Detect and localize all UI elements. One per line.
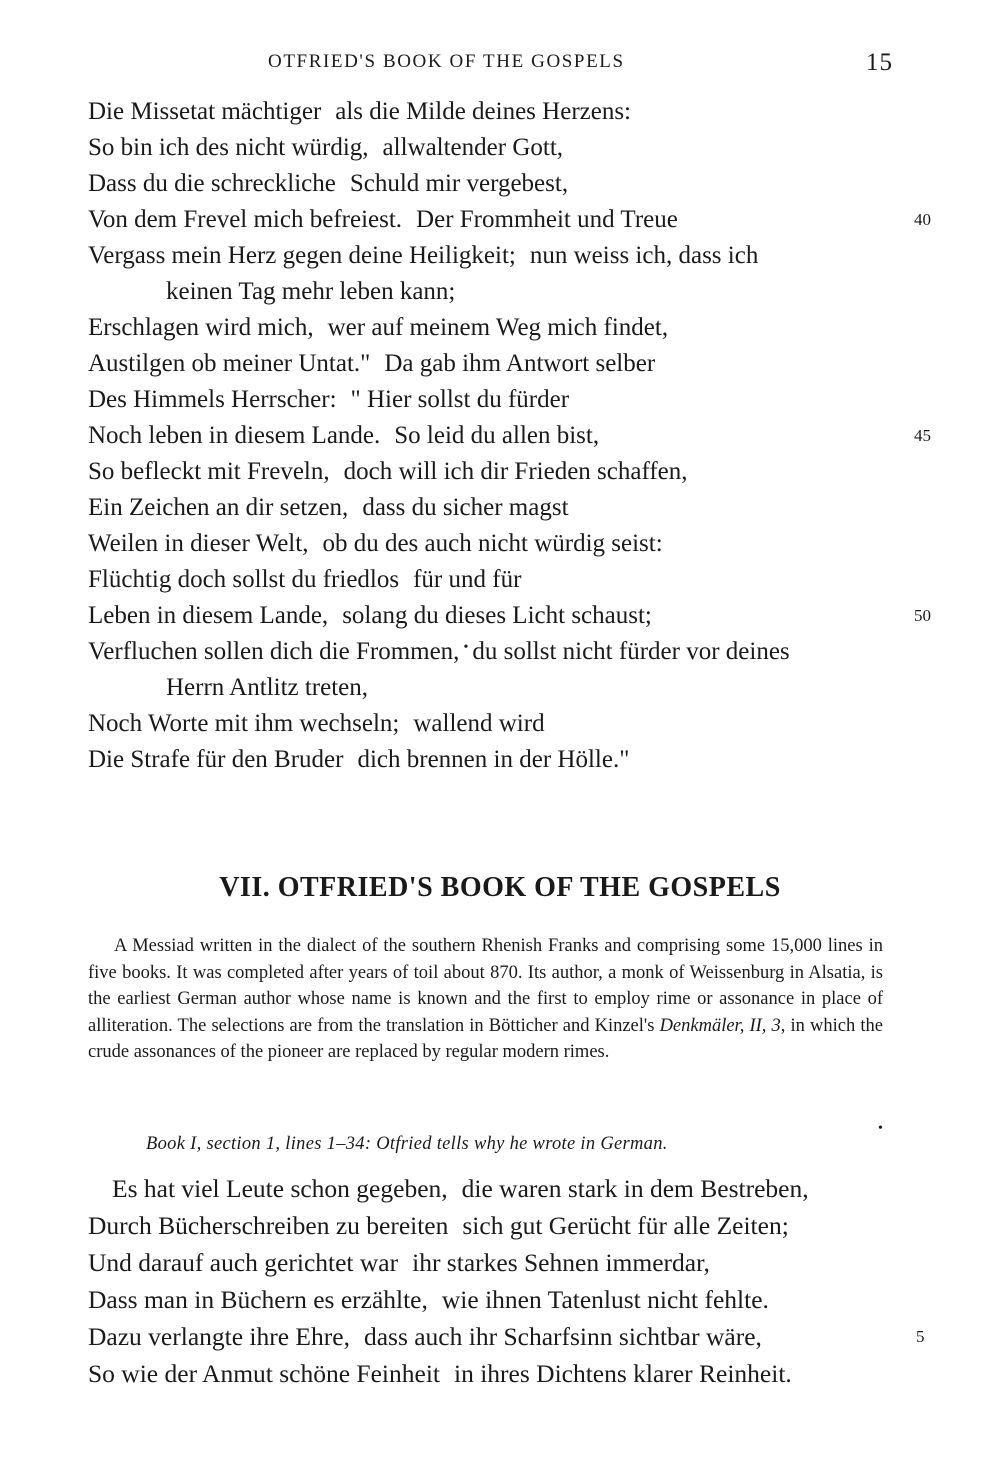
verse-line: Von dem Frevel mich befreiest. Der Frommheit und Treue 40 — [88, 202, 948, 238]
line-number: 40 — [914, 210, 931, 229]
running-head — [0, 49, 1000, 79]
verse-line: Weilen in dieser Welt, ob du des auch nicht würdig seist: — [88, 530, 663, 557]
poem-line: Durch Bücherschreiben zu bereiten sich gut Gerücht für alle Zeiten; — [88, 1211, 789, 1240]
verse-line: Vergass mein Herz gegen deine Heiligkeit; nun weiss ich, dass ich — [88, 242, 759, 269]
verse-line: Verfluchen sollen dich die Frommen, • du sollst nicht fürder vor deines — [88, 638, 790, 665]
verse-line: Leben in diesem Lande, solang du dieses Licht schaust; 50 — [88, 598, 948, 634]
verse-line: Dass du die schreckliche Schuld mir vergebest, — [88, 170, 569, 197]
line-number: 45 — [914, 426, 931, 445]
verse-line: Die Missetat mächtiger als die Milde deines Herzens: — [88, 98, 632, 125]
verse-line: Noch leben in diesem Lande. So leid du allen bist, 45 — [88, 418, 948, 454]
source-reference: Book I, section 1, lines 1–34: Otfried tells why he wrote in German. — [146, 1134, 668, 1154]
intro-paragraph: A Messiad written in the dialect of the southern Rhenish Franks and comprising some 15,000 lines in five books. It was completed after years of toil about 870. Its author, a monk of Weissenburg in Alsatia, is the earliest German author whose name is known and the first to employ rime or assonance in place of alliteration. The selections are from the translation in Bötticher and Kinzel's Denkmäler, II, 3, in which the crude assonances of the pioneer are replaced by regular modern rimes. — [88, 936, 883, 1062]
verse-line: Herrn Antlitz treten, — [166, 674, 369, 701]
work-title: Denkmäler, II, 3 — [659, 1015, 781, 1036]
verse-line: Ein Zeichen an dir setzen, dass du sicher magst — [88, 494, 569, 521]
poem-block — [88, 1170, 948, 1392]
verse-line: Flüchtig doch sollst du friedlos für und für — [88, 566, 522, 593]
poem-line: Dass man in Büchern es erzählte, wie ihnen Tatenlust nicht fehlte. — [88, 1285, 769, 1314]
verse-line: So bin ich des nicht würdig, allwaltender Gott, — [88, 134, 564, 161]
running-title: OTFRIED'S BOOK OF THE GOSPELS — [268, 51, 625, 72]
line-number: 5 — [916, 1327, 925, 1346]
line-number: 50 — [914, 606, 931, 625]
printers-mark: • — [463, 640, 469, 655]
verse-line: keinen Tag mehr leben kann; — [166, 278, 456, 305]
verse-line: Austilgen ob meiner Untat." Da gab ihm Antwort selber — [88, 350, 656, 377]
section-heading: VII. OTFRIED'S BOOK OF THE GOSPELS — [219, 872, 781, 903]
page-number: 15 — [866, 49, 893, 76]
verse-line: Die Strafe für den Bruder dich brennen in der Hölle." — [88, 746, 630, 773]
verse-line: Des Himmels Herrscher: " Hier sollst du fürder — [88, 386, 570, 413]
verse-block — [88, 94, 948, 778]
poem-line: So wie der Anmut schöne Feinheit in ihres Dichtens klarer Reinheit. — [88, 1359, 792, 1388]
verse-line: Noch Worte mit ihm wechseln; wallend wird — [88, 710, 545, 737]
verse-line: Erschlagen wird mich, wer auf meinem Weg mich findet, — [88, 314, 669, 341]
verse-line: So befleckt mit Freveln, doch will ich dir Frieden schaffen, — [88, 458, 688, 485]
poem-line: Dazu verlangte ihre Ehre, dass auch ihr Scharfsinn sichtbar wäre, 5 — [88, 1318, 948, 1355]
poem-line: Es hat viel Leute schon gegeben, die waren stark in dem Bestreben, — [112, 1174, 809, 1203]
poem-line: Und darauf auch gerichtet war ihr starkes Sehnen immerdar, — [88, 1248, 710, 1277]
printers-mark: • — [878, 1121, 883, 1136]
